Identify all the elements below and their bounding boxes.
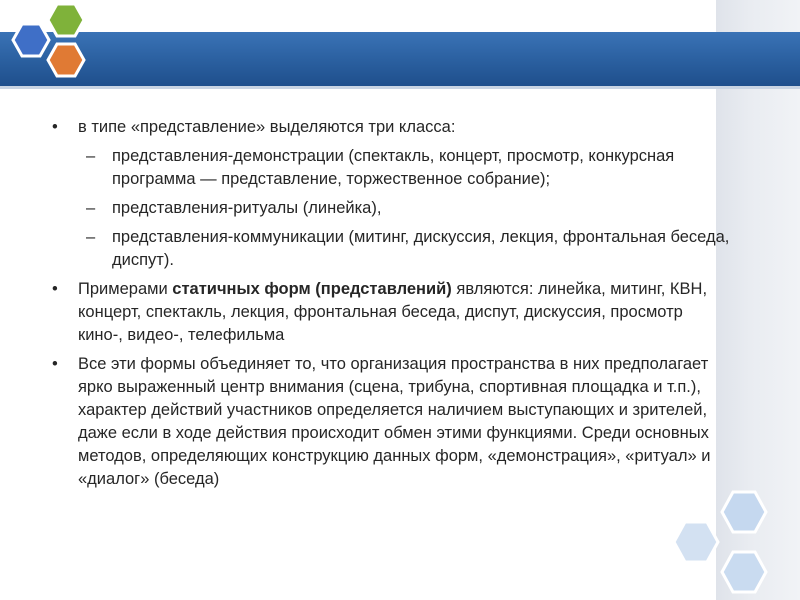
sub-bullet-text: представления-коммуникации (митинг, дискуссия, лекция, фронтальная беседа, диспут).	[112, 228, 730, 269]
blue-hexagon-icon	[13, 24, 49, 56]
sub-bullet-text: представления-ритуалы (линейка),	[112, 199, 382, 217]
sub-bullet-text: представления-демонстрации (спектакль, концерт, просмотр, конкурсная программа — представление, торжественное собрание);	[112, 147, 675, 188]
bullet-marker: •	[52, 118, 58, 136]
orange-hexagon-icon	[48, 44, 84, 76]
bullet-item	[52, 278, 732, 347]
bullet-item	[52, 116, 732, 139]
decorative-hexagons-icon	[660, 480, 800, 600]
bullet-marker: •	[52, 355, 58, 373]
bullet-text-after: являются: линейка, митинг, КВН, концерт, спектакль, лекция, фронтальная беседа, диспут, дискуссия, просмотр кино-, видео-, телефильма	[78, 280, 708, 344]
bullet-text-before: Примерами	[78, 280, 173, 298]
dash-marker: –	[86, 147, 96, 165]
green-hexagon-icon	[48, 4, 84, 36]
sub-bullet-item	[52, 197, 732, 220]
bullet-text: в типе «представление» выделяются три класса:	[78, 118, 456, 136]
bullet-marker: •	[52, 280, 58, 298]
hexagon-logo-icon	[0, 0, 110, 110]
sub-bullet-item	[52, 226, 732, 272]
dash-marker: –	[86, 199, 96, 217]
dash-marker: –	[86, 228, 96, 246]
bullet-item	[52, 353, 732, 491]
sub-bullet-item	[52, 145, 732, 191]
bullet-text-bold: статичных форм (представлений)	[172, 280, 452, 298]
header-bar-shadow	[0, 86, 800, 89]
bullet-text: Все эти формы объединяет то, что организация пространства в них предполагает ярко выраженный центр внимания (сцена, трибуна, спортивная площадка и т.п.), характер действий участников определяется наличием выступающих и зрителей, даже если в ходе действия происходит обмен этими функциями. Среди основных методов, определяющих конструкцию данных форм, «демонстрация», «ритуал» и «диалог» (беседа)	[78, 355, 711, 488]
header-bar	[0, 32, 800, 86]
slide-content	[52, 116, 732, 497]
